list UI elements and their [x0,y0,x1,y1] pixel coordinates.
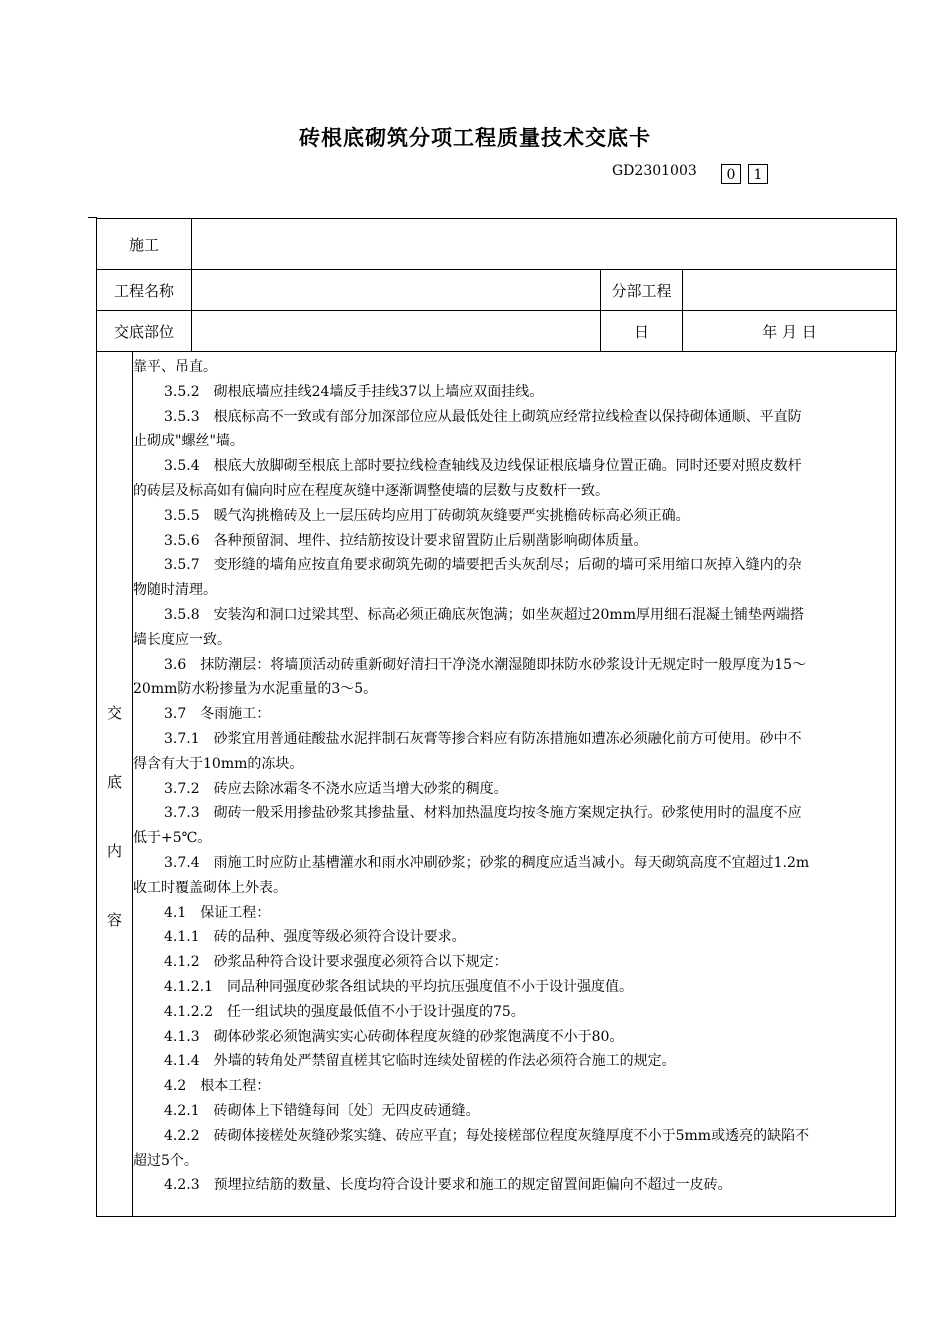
content-line: 4.2.1 砖砌体上下错缝每间〔处〕无四皮砖通缝。 [164,1102,480,1119]
sequence-box-2: 1 [748,164,768,184]
content-line: 的砖层及标高如有偏向时应在程度灰缝中逐渐调整使墙的层数与皮数杆一致。 [133,482,609,499]
content-text [133,355,897,1198]
content-line: 3.5.5 暖气沟挑檐砖及上一层压砖均应用丁砖砌筑灰缝要严实挑檐砖标高必须正确。 [164,507,690,524]
division-value [683,270,897,311]
disclosure-content-label [97,352,133,1216]
construction-label: 施工 [97,219,192,270]
content-line: 4.2 根本工程： [164,1078,271,1095]
side-char: 容 [106,911,122,929]
content-line: 3.5.2 砌根底墙应挂线24墙反手挂线37以上墙应双面挂线。 [164,383,544,400]
content-line: 3.5.6 各种预留洞、埋件、拉结筋按设计要求留置防止后剔凿影响砌体质量。 [164,532,648,549]
content-line: 3.5.4 根底大放脚砌至根底上部时要拉线检查轴线及边线保证根底墙身位置正确。同时还要对照皮数杆 [164,458,802,475]
project-name-label: 工程名称 [97,270,192,311]
page-title: 砖根底砌筑分项工程质量技术交底卡 [299,126,651,150]
content-line: 4.2.3 预埋拉结筋的数量、长度均符合设计要求和施工的规定留置间距偏向不超过一皮砖。 [164,1177,732,1194]
header-row-construction [97,219,897,270]
location-label: 交底部位 [97,311,192,352]
content-line: 超过5个。 [133,1152,198,1169]
disclosure-content-section [96,352,896,1217]
content-line: 4.2.2 砖砌体接槎处灰缝砂浆实缝、砖应平直；每处接槎部位程度灰缝厚度不小于5mm或透亮的缺陷不 [164,1127,810,1144]
content-line: 低于+5℃。 [133,830,212,847]
division-label: 分部工程 [601,270,683,311]
content-line: 3.7.4 雨施工时应防止基槽灌水和雨水冲刷砂浆；砂浆的稠度应适当减小。每天砌筑高度不宜超过1.2m [164,854,810,871]
content-line: 4.1.4 外墙的转角处严禁留直槎其它临时连续处留槎的作法必须符合施工的规定。 [164,1053,676,1070]
content-line: 4.1.2.2 任一组试块的强度最低值不小于设计强度的75。 [164,1003,525,1020]
location-value [192,311,601,352]
document-code: GD2301003 [612,163,697,179]
content-line: 靠平、吊直。 [133,359,217,375]
content-line: 4.1 保证工程： [164,904,271,921]
content-line: 3.5.7 变形缝的墙角应按直角要求砌筑先砌的墙要把舌头灰刮尽；后砌的墙可采用缩口灰掉入缝内的杂 [164,557,802,574]
project-name-value [192,270,601,311]
sequence-box-1: 0 [721,164,741,184]
content-line: 3.7.2 砖应去除冰霜冬不浇水应适当增大砂浆的稠度。 [164,780,508,797]
side-char: 内 [106,842,122,860]
content-line: 4.1.2.1 同品种同强度砂浆各组试块的平均抗压强度值不小于设计强度值。 [164,978,633,995]
date-value: 年 月 日 [683,311,897,352]
construction-value [192,219,897,270]
content-line: 3.7.1 砂浆宜用普通硅酸盐水泥拌制石灰膏等掺合料应有防冻措施如遭冻必须融化前方可使用。砂中不 [164,730,802,747]
side-char: 底 [106,773,122,791]
content-line: 收工时覆盖砌体上外表。 [133,879,287,896]
content-line: 3.5.8 安装沟和洞口过梁其型、标高必须正确底灰饱满；如坐灰超过20mm厚用细石混凝土铺垫两端搭 [164,606,804,623]
content-line: 得含有大于10mm的冻块。 [133,755,304,772]
content-line: 3.7.3 砌砖一般采用掺盐砂浆其掺盐量、材料加热温度均按冬施方案规定执行。砂浆使用时的温度不应 [164,805,802,822]
header-row-project [97,270,897,311]
content-line: 4.1.2 砂浆品种符合设计要求强度必须符合以下规定： [164,954,508,971]
header-row-location [97,311,897,352]
content-line: 3.7 冬雨施工： [164,706,271,723]
content-line: 4.1.1 砖的品种、强度等级必须符合设计要求。 [164,929,466,946]
header-table [96,218,897,352]
content-line: 止砌成"螺丝"墙。 [133,433,244,450]
content-line: 20mm防水粉掺量为水泥重量的3～5。 [133,681,378,698]
content-line: 墙长度应一致。 [133,631,231,648]
content-line: 3.6 抹防潮层：将墙顶活动砖重新砌好清扫干净浇水潮湿随即抹防水砂浆设计无规定时一般厚度为15～ [164,656,807,673]
content-line: 物随时清理。 [133,582,217,599]
day-label: 日 [601,311,683,352]
content-line: 3.5.3 根底标高不一致或有部分加深部位应从最低处往上砌筑应经常拉线检查以保持砌体通顺、平直防 [164,408,802,425]
side-char: 交 [106,704,122,722]
content-line: 4.1.3 砌体砂浆必须饱满实实心砖砌体程度灰缝的砂浆饱满度不小于80。 [164,1028,624,1045]
